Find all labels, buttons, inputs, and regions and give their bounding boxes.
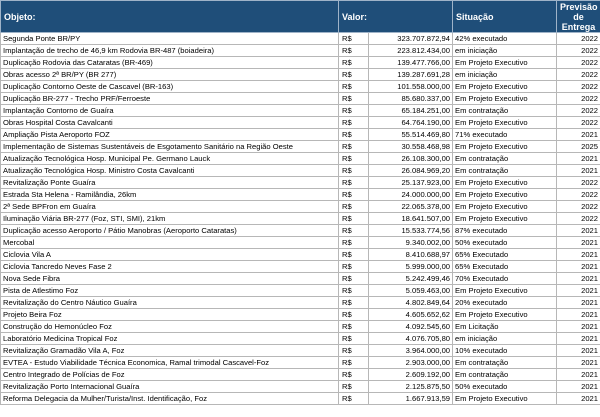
cell-currency[interactable]: R$ — [339, 285, 369, 297]
cell-situacao[interactable]: Em contratação — [453, 369, 557, 381]
table-row — [1, 333, 600, 345]
cell-valor[interactable]: 4.802.849,64 — [369, 297, 453, 309]
cell-situacao[interactable]: em iniciação — [453, 69, 557, 81]
cell-currency[interactable]: R$ — [339, 117, 369, 129]
cell-objeto[interactable]: Pista de Atlestimo Foz — [1, 285, 339, 297]
cell-currency[interactable]: R$ — [339, 93, 369, 105]
cell-previsao[interactable]: 2021 — [557, 261, 600, 273]
cell-currency[interactable]: R$ — [339, 345, 369, 357]
cell-valor[interactable]: 30.558.468,98 — [369, 141, 453, 153]
cell-currency[interactable]: R$ — [339, 333, 369, 345]
cell-objeto[interactable]: Construção do Hemonúcleo Foz — [1, 321, 339, 333]
cell-currency[interactable]: R$ — [339, 393, 369, 405]
cell-valor[interactable]: 323.707.872,94 — [369, 33, 453, 45]
cell-previsao[interactable]: 2021 — [557, 225, 600, 237]
cell-situacao[interactable]: em iniciação — [453, 45, 557, 57]
cell-situacao[interactable]: 71% executado — [453, 129, 557, 141]
cell-objeto[interactable]: Atualização Tecnológica Hosp. Ministro Costa Cavalcanti — [1, 165, 339, 177]
cell-currency[interactable]: R$ — [339, 309, 369, 321]
cell-valor[interactable]: 139.287.691,28 — [369, 69, 453, 81]
cell-currency[interactable]: R$ — [339, 165, 369, 177]
cell-valor[interactable]: 223.812.434,00 — [369, 45, 453, 57]
cell-situacao[interactable]: Em Projeto Executivo — [453, 309, 557, 321]
cell-objeto[interactable]: Nova Sede Fibra — [1, 273, 339, 285]
cell-previsao[interactable]: 2021 — [557, 345, 600, 357]
table-row — [1, 141, 600, 153]
cell-objeto[interactable]: Revitalização Ponte Guaíra — [1, 177, 339, 189]
cell-valor[interactable]: 2.609.192,00 — [369, 369, 453, 381]
cell-situacao[interactable]: Em Projeto Executivo — [453, 141, 557, 153]
cell-situacao[interactable]: Em contratação — [453, 165, 557, 177]
table-row — [1, 201, 600, 213]
cell-objeto[interactable]: Laboratório Medicina Tropical Foz — [1, 333, 339, 345]
cell-objeto[interactable]: Implantação de trecho de 46,9 km Rodovia BR-487 (boiadeira) — [1, 45, 339, 57]
table-row — [1, 393, 600, 405]
cell-situacao[interactable]: Em Projeto Executivo — [453, 285, 557, 297]
cell-previsao[interactable]: 2022 — [557, 45, 600, 57]
cell-objeto[interactable]: Implantação Contorno de Guaíra — [1, 105, 339, 117]
cell-objeto[interactable]: Implementação de Sistemas Sustentáveis de Esgotamento Sanitário na Região Oeste — [1, 141, 339, 153]
cell-objeto[interactable]: Mercobal — [1, 237, 339, 249]
cell-previsao[interactable]: 2021 — [557, 165, 600, 177]
cell-previsao[interactable]: 2021 — [557, 297, 600, 309]
cell-objeto[interactable]: Revitalização do Centro Náutico Guaíra — [1, 297, 339, 309]
cell-situacao[interactable]: Em Projeto Executivo — [453, 201, 557, 213]
cell-situacao[interactable]: Em Projeto Executivo — [453, 117, 557, 129]
cell-previsao[interactable]: 2022 — [557, 201, 600, 213]
cell-objeto[interactable]: Projeto Beira Foz — [1, 309, 339, 321]
cell-currency[interactable]: R$ — [339, 237, 369, 249]
cell-previsao[interactable]: 2022 — [557, 57, 600, 69]
cell-situacao[interactable]: 87% executado — [453, 225, 557, 237]
cell-situacao[interactable]: Em Projeto Executivo — [453, 393, 557, 405]
cell-objeto[interactable]: Duplicação BR-277 - Trecho PRF/Ferroeste — [1, 93, 339, 105]
cell-objeto[interactable]: Centro Integrado de Polícias de Foz — [1, 369, 339, 381]
cell-situacao[interactable]: 65% Executado — [453, 261, 557, 273]
cell-previsao[interactable]: 2021 — [557, 153, 600, 165]
cell-objeto[interactable]: Reforma Delegacia da Mulher/Turista/Inst. Identificação, Foz — [1, 393, 339, 405]
header-situacao: Situação — [453, 1, 557, 33]
cell-valor[interactable]: 64.764.190,00 — [369, 117, 453, 129]
cell-situacao[interactable]: Em Projeto Executivo — [453, 189, 557, 201]
cell-previsao[interactable]: 2021 — [557, 381, 600, 393]
cell-previsao[interactable]: 2021 — [557, 393, 600, 405]
cell-situacao[interactable]: 70% Executado — [453, 273, 557, 285]
table-body — [1, 33, 600, 405]
cell-currency[interactable]: R$ — [339, 177, 369, 189]
cell-currency[interactable]: R$ — [339, 261, 369, 273]
cell-currency[interactable]: R$ — [339, 153, 369, 165]
cell-previsao[interactable]: 2021 — [557, 369, 600, 381]
cell-objeto[interactable]: Duplicação acesso Aeroporto / Pátio Manobras (Aeroporto Cataratas) — [1, 225, 339, 237]
header-valor: Valor: — [339, 1, 453, 33]
cell-situacao[interactable]: Em Projeto Executivo — [453, 93, 557, 105]
cell-previsao[interactable]: 2022 — [557, 69, 600, 81]
header-row — [1, 1, 600, 33]
cell-currency[interactable]: R$ — [339, 81, 369, 93]
cell-valor[interactable]: 3.964.000,00 — [369, 345, 453, 357]
table-row — [1, 249, 600, 261]
cell-currency[interactable]: R$ — [339, 225, 369, 237]
cell-previsao[interactable]: 2021 — [557, 285, 600, 297]
cell-valor[interactable]: 4.092.545,60 — [369, 321, 453, 333]
cell-valor[interactable]: 26.108.300,00 — [369, 153, 453, 165]
cell-valor[interactable]: 22.065.378,00 — [369, 201, 453, 213]
cell-previsao[interactable]: 2021 — [557, 357, 600, 369]
cell-previsao[interactable]: 2022 — [557, 105, 600, 117]
cell-previsao[interactable]: 2022 — [557, 213, 600, 225]
table-row — [1, 45, 600, 57]
cell-valor[interactable]: 2.125.875,50 — [369, 381, 453, 393]
cell-previsao[interactable]: 2022 — [557, 81, 600, 93]
cell-currency[interactable]: R$ — [339, 321, 369, 333]
cell-objeto[interactable]: Revitalização Porto Internacional Guaíra — [1, 381, 339, 393]
cell-previsao[interactable]: 2021 — [557, 309, 600, 321]
cell-objeto[interactable]: Estrada Sta Helena - Ramilândia, 26km — [1, 189, 339, 201]
cell-currency[interactable]: R$ — [339, 57, 369, 69]
cell-currency[interactable]: R$ — [339, 189, 369, 201]
cell-previsao[interactable]: 2021 — [557, 237, 600, 249]
cell-currency[interactable]: R$ — [339, 45, 369, 57]
cell-currency[interactable]: R$ — [339, 141, 369, 153]
table-row — [1, 369, 600, 381]
cell-situacao[interactable]: 50% executado — [453, 237, 557, 249]
cell-valor[interactable]: 1.667.913,59 — [369, 393, 453, 405]
cell-objeto[interactable]: Obras acesso 2ª BR/PY (BR 277) — [1, 69, 339, 81]
cell-valor[interactable]: 26.084.969,20 — [369, 165, 453, 177]
table-header — [1, 1, 600, 33]
table-row — [1, 297, 600, 309]
table-row — [1, 129, 600, 141]
cell-currency[interactable]: R$ — [339, 69, 369, 81]
cell-previsao[interactable]: 2021 — [557, 249, 600, 261]
cell-currency[interactable]: R$ — [339, 105, 369, 117]
table-row — [1, 213, 600, 225]
cell-objeto[interactable]: 2ª Sede BPFron em Guaíra — [1, 201, 339, 213]
cell-valor[interactable]: 15.533.774,56 — [369, 225, 453, 237]
cell-valor[interactable]: 4.605.652,62 — [369, 309, 453, 321]
cell-situacao[interactable]: 65% Executado — [453, 249, 557, 261]
cell-situacao[interactable]: Em contratação — [453, 153, 557, 165]
cell-valor[interactable]: 55.514.469,80 — [369, 129, 453, 141]
cell-objeto[interactable]: Ciclovia Tancredo Neves Fase 2 — [1, 261, 339, 273]
cell-valor[interactable]: 8.410.688,97 — [369, 249, 453, 261]
table-row — [1, 273, 600, 285]
cell-valor[interactable]: 25.137.923,00 — [369, 177, 453, 189]
cell-previsao[interactable]: 2021 — [557, 273, 600, 285]
table-row — [1, 189, 600, 201]
cell-objeto[interactable]: EVTEA - Estudo Viabilidade Técnica Economica, Ramal trimodal Cascavel-Foz — [1, 357, 339, 369]
table-row — [1, 57, 600, 69]
cell-previsao[interactable]: 2021 — [557, 333, 600, 345]
cell-currency[interactable]: R$ — [339, 249, 369, 261]
cell-situacao[interactable]: 42% executado — [453, 33, 557, 45]
cell-previsao[interactable]: 2022 — [557, 189, 600, 201]
cell-situacao[interactable]: Em Projeto Executivo — [453, 213, 557, 225]
header-objeto: Objeto: — [1, 1, 339, 33]
table-row — [1, 177, 600, 189]
cell-objeto[interactable]: Atualização Tecnológica Hosp. Municipal Pe. Germano Lauck — [1, 153, 339, 165]
cell-currency[interactable]: R$ — [339, 273, 369, 285]
cell-situacao[interactable]: Em Projeto Executivo — [453, 177, 557, 189]
table-row — [1, 381, 600, 393]
cell-situacao[interactable]: Em Licitação — [453, 321, 557, 333]
cell-valor[interactable]: 85.680.337,00 — [369, 93, 453, 105]
cell-currency[interactable]: R$ — [339, 297, 369, 309]
cell-previsao[interactable]: 2022 — [557, 33, 600, 45]
table-row — [1, 225, 600, 237]
table-row — [1, 69, 600, 81]
cell-objeto[interactable]: Duplicação Rodovia das Cataratas (BR-469) — [1, 57, 339, 69]
table-row — [1, 165, 600, 177]
cell-valor[interactable]: 139.477.766,00 — [369, 57, 453, 69]
cell-valor[interactable]: 101.558.000,00 — [369, 81, 453, 93]
cell-currency[interactable]: R$ — [339, 201, 369, 213]
cell-situacao[interactable]: em iniciação — [453, 333, 557, 345]
table-row — [1, 105, 600, 117]
cell-currency[interactable]: R$ — [339, 33, 369, 45]
cell-valor[interactable]: 5.242.499,46 — [369, 273, 453, 285]
table-row — [1, 117, 600, 129]
table-row — [1, 357, 600, 369]
table-row — [1, 33, 600, 45]
table-row — [1, 285, 600, 297]
cell-previsao[interactable]: 2025 — [557, 141, 600, 153]
table-row — [1, 93, 600, 105]
cell-valor[interactable]: 18.641.507,00 — [369, 213, 453, 225]
cell-situacao[interactable]: Em Projeto Executivo — [453, 81, 557, 93]
cell-valor[interactable]: 24.000.000,00 — [369, 189, 453, 201]
cell-currency[interactable]: R$ — [339, 381, 369, 393]
cell-previsao[interactable]: 2022 — [557, 177, 600, 189]
cell-currency[interactable]: R$ — [339, 369, 369, 381]
cell-valor[interactable]: 9.340.002,00 — [369, 237, 453, 249]
table-row — [1, 345, 600, 357]
table-row — [1, 81, 600, 93]
cell-situacao[interactable]: Em contratação — [453, 105, 557, 117]
cell-valor[interactable]: 5.999.000,00 — [369, 261, 453, 273]
cell-previsao[interactable]: 2021 — [557, 321, 600, 333]
table-row — [1, 261, 600, 273]
table-row — [1, 237, 600, 249]
cell-valor[interactable]: 5.059.463,00 — [369, 285, 453, 297]
cell-valor[interactable]: 2.903.000,00 — [369, 357, 453, 369]
cell-situacao[interactable]: 10% executado — [453, 345, 557, 357]
cell-previsao[interactable]: 2021 — [557, 129, 600, 141]
cell-objeto[interactable]: Obras Hospital Costa Cavalcanti — [1, 117, 339, 129]
cell-objeto[interactable]: Iluminação Viária BR-277 (Foz, STI, SMI), 21km — [1, 213, 339, 225]
cell-objeto[interactable]: Ampliação Pista Aeroporto FOZ — [1, 129, 339, 141]
cell-situacao[interactable]: Em contratação — [453, 357, 557, 369]
cell-objeto[interactable]: Duplicação Contorno Oeste de Cascavel (BR-163) — [1, 81, 339, 93]
cell-objeto[interactable]: Segunda Ponte BR/PY — [1, 33, 339, 45]
cell-previsao[interactable]: 2022 — [557, 93, 600, 105]
table-row — [1, 153, 600, 165]
cell-valor[interactable]: 4.076.705,80 — [369, 333, 453, 345]
cell-previsao[interactable]: 2022 — [557, 117, 600, 129]
cell-currency[interactable]: R$ — [339, 357, 369, 369]
cell-valor[interactable]: 65.184.251,00 — [369, 105, 453, 117]
cell-situacao[interactable]: 20% executado — [453, 297, 557, 309]
cell-objeto[interactable]: Revitalização Gramadão Vila A, Foz — [1, 345, 339, 357]
table-row — [1, 321, 600, 333]
cell-currency[interactable]: R$ — [339, 129, 369, 141]
header-previsao: Previsão de Entrega — [557, 1, 600, 33]
table-row — [1, 309, 600, 321]
cell-objeto[interactable]: Ciclovia Vila A — [1, 249, 339, 261]
cell-situacao[interactable]: 50% executado — [453, 381, 557, 393]
cell-situacao[interactable]: Em Projeto Executivo — [453, 57, 557, 69]
cell-currency[interactable]: R$ — [339, 213, 369, 225]
